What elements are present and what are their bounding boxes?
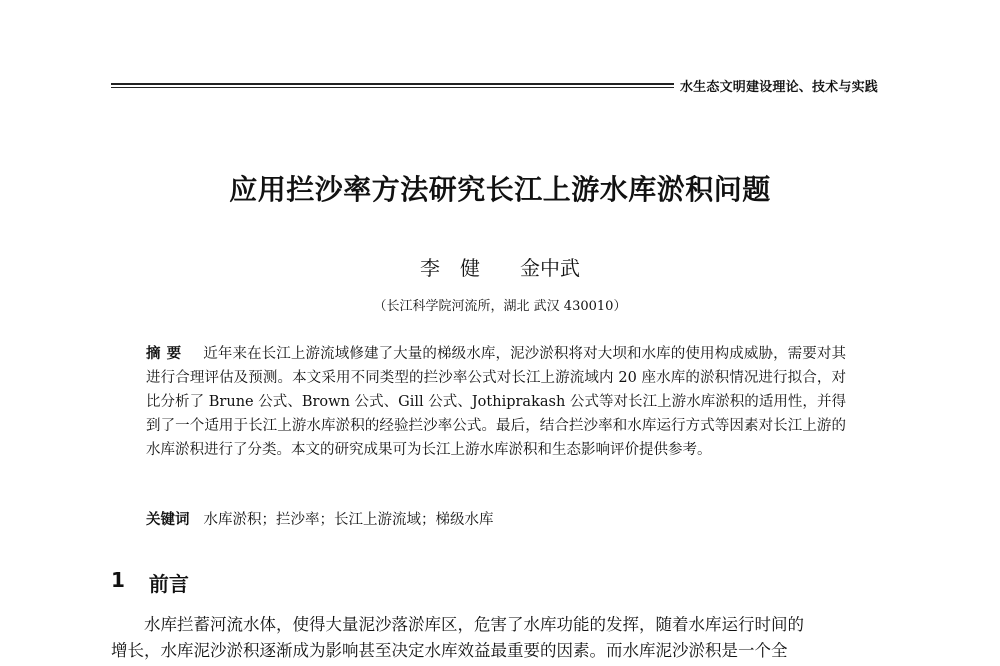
abstract-text: 近年来在长江上游流域修建了大量的梯级水库，泥沙淤积将对大坝和水库的使用构成威胁，需要对其进行合理评估及预测。本文采用不同类型的拦沙率公式对长江上游流域内 20 座水库的淤积情况进行拟合，对比分析了 Brune 公式、Brown 公式、Gill 公式、Jothiprakash 公式等对长江上游水库淤积的适用性，并得到了一个适用于长江上游水库淤积的经验拦沙率公式。最后，结合拦沙率和水库运行方式等因素对长江上游的水库淤积进行了分类。本文的研究成果可为长江上游水库淤积和生态影响评价提供参考。 (146, 346, 847, 458)
body-line: 水库拦蓄河流水体，使得大量泥沙落淤库区，危害了水库功能的发挥，随着水库运行时间的 (144, 615, 804, 634)
keywords-label: 关键词 (146, 512, 190, 528)
paper-title: 应用拦沙率方法研究长江上游水库淤积问题 (229, 173, 771, 206)
section-title: 前言 (148, 572, 189, 596)
author-affiliation: （长江科学院河流所，湖北 武汉 430010） (373, 299, 627, 314)
header-rule-lines (111, 83, 674, 88)
keywords (146, 508, 846, 532)
body-line: 增长，水库泥沙淤积逐渐成为影响甚至决定水库效益最重要的因素。而水库泥沙淤积是一个全 (111, 641, 788, 660)
abstract (146, 342, 846, 462)
header-rule (111, 83, 674, 85)
author-name: 李 健 (420, 256, 480, 280)
keywords-text: 水库淤积；拦沙率；长江上游流域；梯级水库 (203, 512, 494, 528)
header-rule (111, 87, 674, 88)
running-header (111, 74, 878, 96)
abstract-label: 摘要 (146, 346, 188, 362)
author-name: 金中武 (520, 256, 580, 280)
section-number: 1 (111, 568, 125, 592)
section-heading (111, 568, 189, 597)
author-list (0, 252, 1000, 281)
body-text (111, 612, 881, 664)
running-header-text: 水生态文明建设理论、技术与实践 (679, 79, 878, 95)
